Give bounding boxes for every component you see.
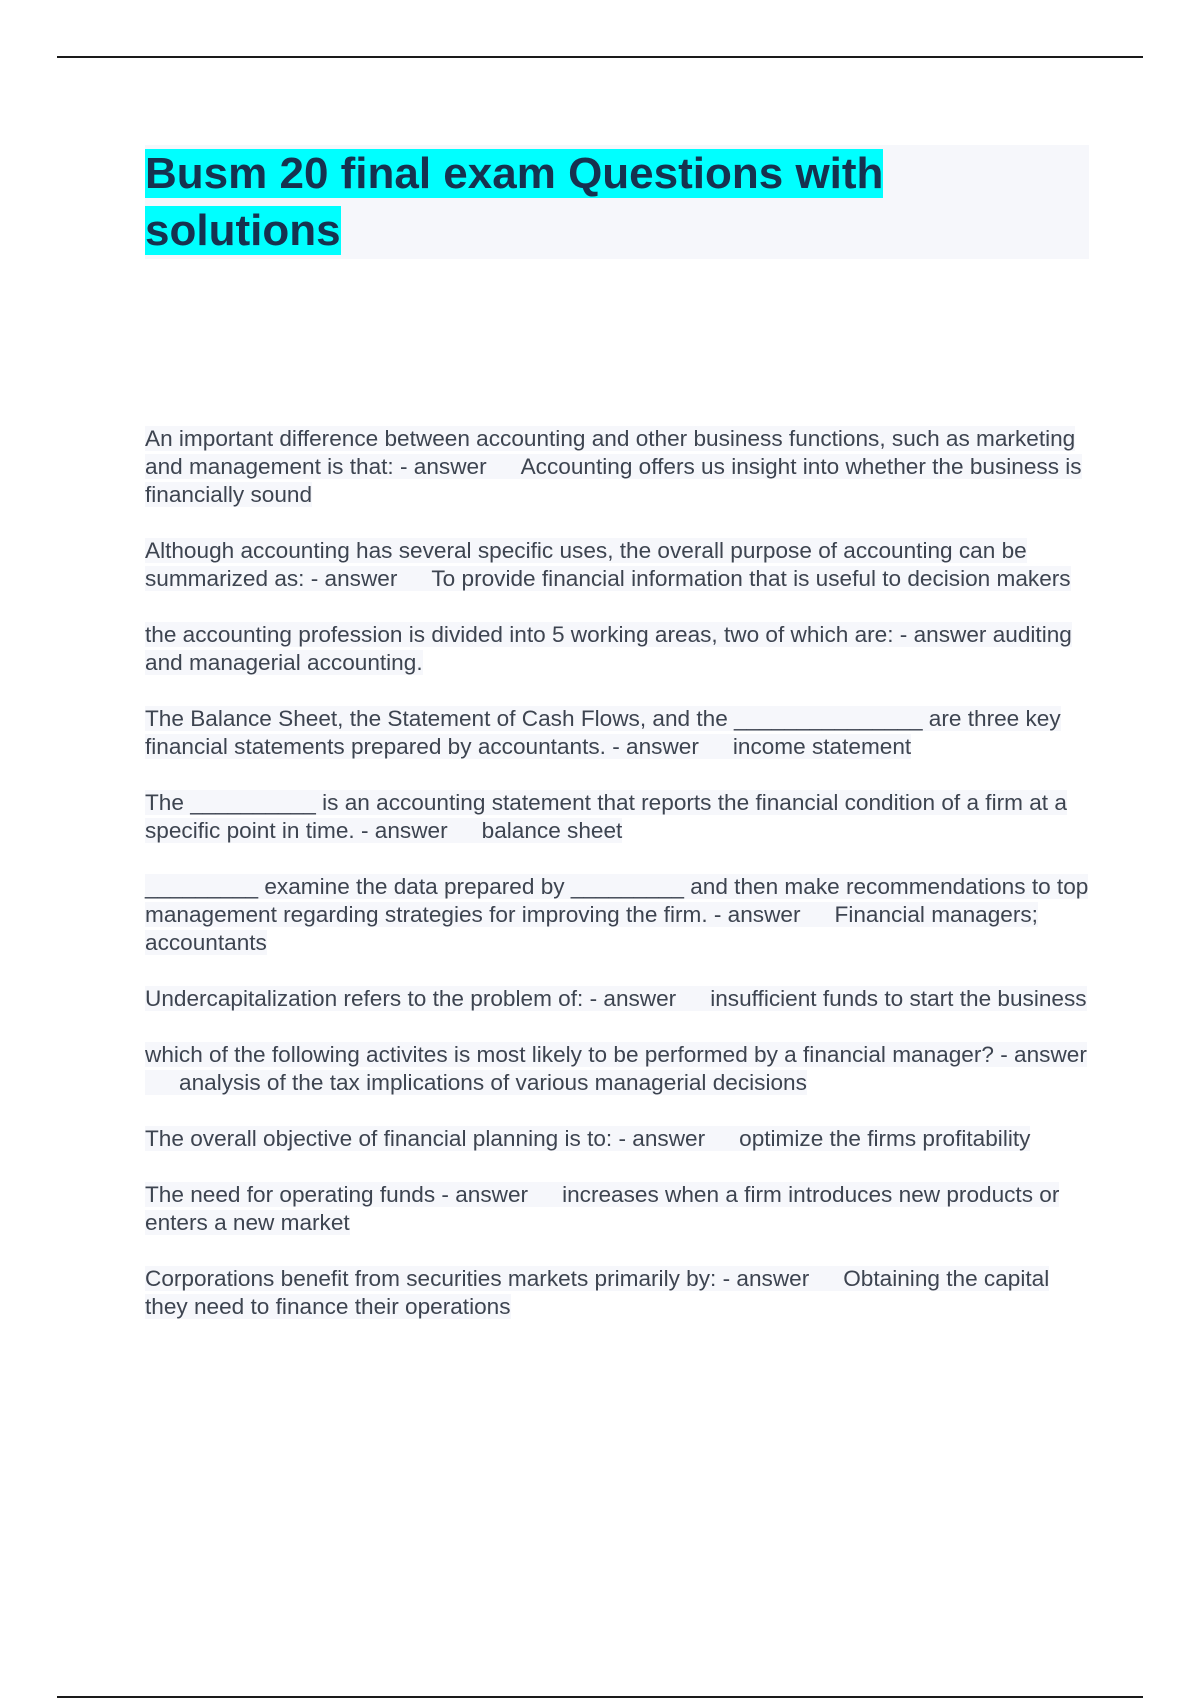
question-text: Corporations benefit from securities markets primarily by: - answer — [145, 1266, 810, 1291]
answer-text: Accounting offers us insight into whether the business is financially sound — [145, 454, 1082, 507]
qa-item — [145, 1041, 1089, 1097]
qa-item — [145, 705, 1089, 761]
qa-item — [145, 1181, 1089, 1237]
question-text: The overall objective of financial planning is to: - answer — [145, 1126, 706, 1151]
qa-item — [145, 425, 1089, 509]
question-text: the accounting profession is divided into 5 working areas, two of which are: - answer — [145, 622, 987, 647]
question-text: The __________ is an accounting statement that reports the financial condition of a firm at a specific point in time. - answer — [145, 790, 1067, 843]
question-text: An important difference between accounting and other business functions, such as marketing and management is that: - answer — [145, 426, 1076, 479]
qa-list — [145, 425, 1089, 1349]
bottom-rule — [57, 1696, 1143, 1698]
qa-item — [145, 873, 1089, 957]
question-text: The Balance Sheet, the Statement of Cash Flows, and the _______________ are three key financial statements prepared by accountants. - answer — [145, 706, 1061, 759]
answer-text: Financial managers; accountants — [145, 902, 1038, 955]
answer-text: income statement — [732, 734, 912, 759]
qa-item — [145, 985, 1089, 1013]
qa-item — [145, 537, 1089, 593]
answer-text: increases when a firm introduces new products or enters a new market — [145, 1182, 1060, 1235]
answer-text: optimize the firms profitability — [739, 1126, 1031, 1151]
qa-item — [145, 621, 1089, 677]
question-text: The need for operating funds - answer — [145, 1182, 529, 1207]
question-text: _________ examine the data prepared by _________ and then make recommendations to top management regarding strategies for improving the firm. - answer — [145, 874, 1089, 927]
answer-text: insufficient funds to start the business — [710, 986, 1087, 1011]
answer-text: auditing and managerial accounting. — [145, 622, 1072, 675]
answer-text: To provide financial information that is useful to decision makers — [431, 566, 1071, 591]
document-title: Busm 20 final exam Questions with solutions — [145, 149, 884, 255]
qa-item — [145, 789, 1089, 845]
top-rule — [57, 56, 1143, 58]
qa-item — [145, 1125, 1089, 1153]
answer-text: analysis of the tax implications of various managerial decisions — [179, 1070, 807, 1095]
qa-item — [145, 1265, 1089, 1321]
question-text: Although accounting has several specific uses, the overall purpose of accounting can be summarized as: - answer — [145, 538, 1027, 591]
answer-text: Obtaining the capital they need to finance their operations — [145, 1266, 1050, 1319]
question-text: which of the following activites is most likely to be performed by a financial manager? - answer — [145, 1042, 1087, 1067]
title-block — [145, 145, 1089, 259]
answer-text: balance sheet — [481, 818, 623, 843]
question-text: Undercapitalization refers to the problem of: - answer — [145, 986, 677, 1011]
